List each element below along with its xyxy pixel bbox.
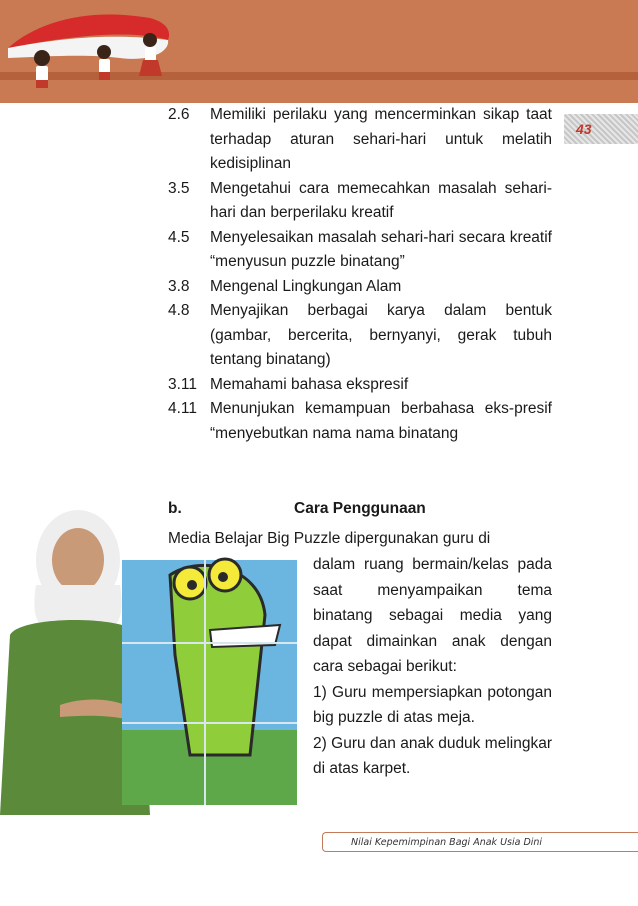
list-item <box>168 275 552 300</box>
paragraph-intro: Media Belajar Big Puzzle dipergunakan guru di <box>168 530 491 547</box>
list-item <box>168 177 552 226</box>
item-number: 3.5 <box>168 179 190 197</box>
list-item <box>168 373 552 398</box>
section-letter: b. <box>168 500 182 517</box>
teacher-with-puzzle-photo <box>0 505 315 815</box>
page-number-badge: 43 <box>564 114 638 144</box>
item-text: Mengenal Lingkungan Alam <box>210 277 402 295</box>
item-number: 3.11 <box>168 375 198 393</box>
list-item <box>168 103 552 177</box>
list-item <box>168 226 552 275</box>
item-text: Memahami bahasa ekspresif <box>210 375 409 393</box>
step-1 <box>313 680 552 731</box>
item-text: Memiliki perilaku yang mencerminkan sikap taat terhadap aturan sehari-hari untuk melatih kedisiplinan <box>210 106 552 172</box>
item-number: 4.8 <box>168 302 190 319</box>
list-item <box>168 299 552 373</box>
item-number: 2.6 <box>168 106 190 123</box>
item-text: Menunjukan kemampuan berbahasa eks-presif “menyebutkan nama nama binatang <box>210 400 552 442</box>
item-number: 4.5 <box>168 228 190 246</box>
competency-list <box>168 103 552 446</box>
step-2 <box>313 731 552 782</box>
paragraph-body <box>313 552 552 782</box>
list-item <box>168 397 552 446</box>
section-title: Cara Penggunaan <box>294 500 426 517</box>
step-2-text: 2) Guru dan anak duduk melingkar di atas karpet. <box>313 734 552 777</box>
item-text: Menyelesaikan masalah sehari-hari secara kreatif “menyusun puzzle binatang” <box>210 228 552 270</box>
item-number: 3.8 <box>168 277 190 295</box>
footer-title: Nilai Kepemimpinan Bagi Anak Usia Dini <box>322 832 638 852</box>
item-text: Menyajikan berbagai karya dalam bentuk (gambar, bercerita, bernyanyi, gerak tubuh tentang binatang) <box>210 302 552 368</box>
step-1-text: 1) Guru mempersiapkan potongan big puzzle di atas meja. <box>313 683 552 726</box>
children-flag-illustration <box>0 0 210 103</box>
usage-description: dalam ruang bermain/kelas pada saat menyampaikan tema binatang sebagai media yang dapat dimainkan anak dengan cara sebagai berikut: <box>313 556 552 675</box>
item-text: Mengetahui cara memecahkan masalah sehari-hari dan berperilaku kreatif <box>210 179 552 221</box>
item-number: 4.11 <box>168 400 198 417</box>
